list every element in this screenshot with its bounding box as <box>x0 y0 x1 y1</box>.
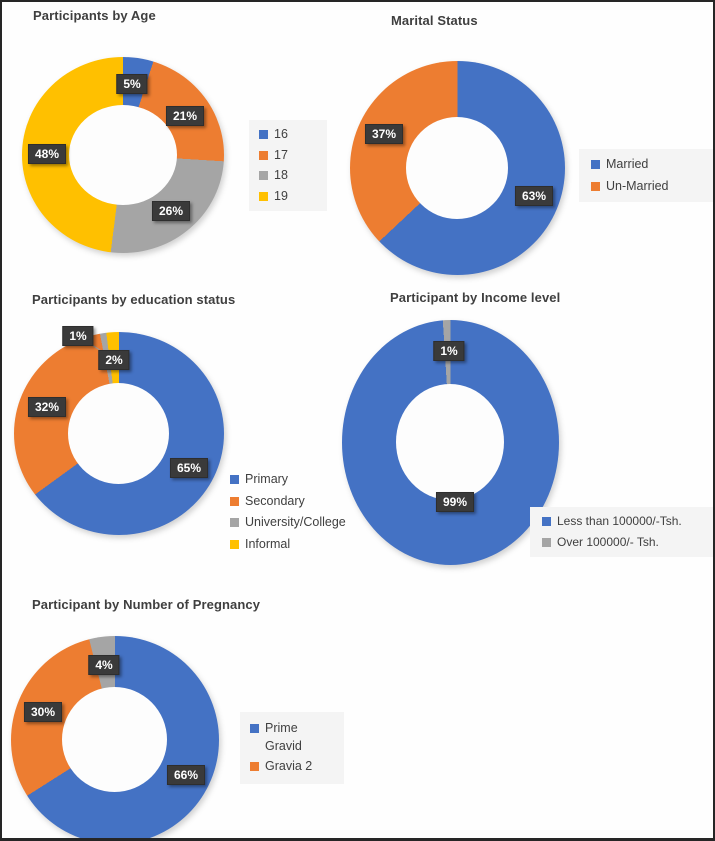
chart-number-of-pregnancy <box>2 577 715 841</box>
data-label: 30% <box>24 702 62 722</box>
legend-swatch <box>542 538 551 547</box>
legend <box>530 507 715 557</box>
legend-label: 16 <box>274 127 288 141</box>
legend <box>249 120 327 211</box>
data-label: 65% <box>170 458 208 478</box>
legend-item <box>542 513 715 530</box>
data-label: 1% <box>433 341 464 361</box>
legend-swatch <box>250 762 259 771</box>
data-label: 4% <box>88 655 119 675</box>
legend <box>240 712 344 784</box>
data-label: 99% <box>436 492 474 512</box>
data-label: 32% <box>28 397 66 417</box>
legend-label: Over 100000/- Tsh. <box>557 534 659 549</box>
chart-marital-status <box>347 2 715 285</box>
donut-hole <box>69 105 177 205</box>
legend-label: Less than 100000/-Tsh. <box>557 514 682 528</box>
data-label: 26% <box>152 201 190 221</box>
legend-item <box>259 126 327 144</box>
chart-title: Participant by Income level <box>390 290 561 305</box>
legend-swatch <box>591 160 600 169</box>
legend-item <box>250 758 330 776</box>
legend-swatch <box>259 192 268 201</box>
legend-swatch <box>230 540 239 549</box>
legend-swatch <box>259 130 268 139</box>
legend-item <box>259 188 327 206</box>
legend-swatch <box>591 182 600 191</box>
donut-ring <box>350 61 565 275</box>
chart-title: Participants by education status <box>32 292 236 307</box>
donut-hole <box>406 117 508 219</box>
legend-swatch <box>230 518 239 527</box>
legend-item <box>542 534 715 551</box>
legend-item <box>259 147 327 165</box>
legend-swatch <box>542 517 551 526</box>
legend-item <box>230 514 360 532</box>
legend <box>579 149 715 202</box>
legend-item <box>591 156 715 174</box>
data-label: 63% <box>515 186 553 206</box>
legend-item <box>591 178 715 196</box>
chart-education-status <box>2 285 347 577</box>
data-label: 37% <box>365 124 403 144</box>
legend-item <box>259 167 327 185</box>
legend-label: University/College <box>245 515 346 529</box>
legend-item <box>230 536 360 554</box>
legend-swatch <box>259 171 268 180</box>
donut-hole <box>68 383 169 484</box>
legend-label: Prime Gravid <box>265 721 302 753</box>
legend-swatch <box>250 724 259 733</box>
legend-label: Informal <box>245 536 291 551</box>
legend-item <box>230 471 360 489</box>
legend-label: 17 <box>274 147 288 162</box>
chart-participants-by-age <box>2 2 347 285</box>
legend-label: Primary <box>245 472 289 486</box>
donut-hole <box>62 687 167 792</box>
data-label: 2% <box>98 350 129 370</box>
chart-income-level <box>337 285 715 577</box>
legend-label: Married <box>606 157 649 171</box>
data-label: 1% <box>62 326 93 346</box>
chart-title: Participants by Age <box>33 8 156 23</box>
data-label: 66% <box>167 765 205 785</box>
legend-label: 19 <box>274 188 288 203</box>
donut-hole <box>396 384 504 500</box>
legend-label: 18 <box>274 168 288 182</box>
data-label: 21% <box>166 106 204 126</box>
legend-item <box>230 493 360 511</box>
legend-item <box>250 720 322 755</box>
legend-label: Un-Married <box>606 178 669 193</box>
legend-swatch <box>230 497 239 506</box>
legend <box>230 471 360 553</box>
legend-label: Gravia 2 <box>265 759 313 773</box>
legend-swatch <box>259 151 268 160</box>
data-label: 5% <box>116 74 147 94</box>
legend-swatch <box>230 475 239 484</box>
chart-title: Marital Status <box>391 13 478 28</box>
legend-label: Secondary <box>245 493 305 508</box>
chart-title: Participant by Number of Pregnancy <box>32 597 261 612</box>
data-label: 48% <box>28 144 66 164</box>
